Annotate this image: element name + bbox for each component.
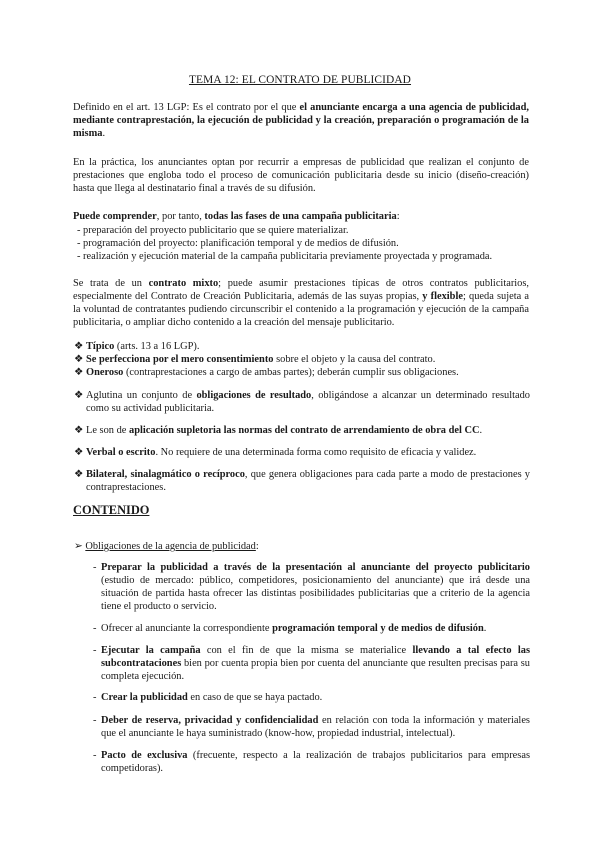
practice-paragraph: En la práctica, los anunciantes optan por recurrir a empresas de publicidad que realizan el conjunto de prestaciones que engloba todo el proceso de comunicación publicitaria desde su inicio (diseño-creación) hasta que llega al destinatario final a través de su difusión. [73,157,529,195]
feature-bullet: ❖ Verbal o escrito. No requiere de una determinada forma como requisito de eficacia y validez. [74,447,477,458]
feature-bullet: ❖ Aglutina un conjunto de obligaciones de resultado, obligándose a alcanzar un determinado resultado como su actividad publicitaria. [74,390,530,415]
dash-bullet-icon: - [93,562,97,573]
phase-item: - preparación del proyecto publicitario que se quiere materializar. [77,225,349,236]
diamond-bullet-icon: ❖ [74,390,84,401]
diamond-bullet-icon: ❖ [74,425,84,436]
obligation-item: - Deber de reserva, privacidad y confidencialidad en relación con toda la información y materiales que el anunciante le haya suministrado (know-how, propiedad industrial, intelectual). [93,715,530,740]
obligations-subheading: ➢ Obligaciones de la agencia de publicidad: [74,541,259,552]
mixed-contract-paragraph: Se trata de un contrato mixto; puede asumir prestaciones típicas de otros contratos publicitarios, especialmente del Contrato de Creación Publicitaria, además de las suyas propias, y flexible; queda sujeta a la voluntad de contratantes pudiendo circunscribir el contenido a la programación y ejecución de la campaña publicitaria, o ampliar dicho contenido a la creación del mensaje publicitario. [73,278,529,329]
obligation-item: - Crear la publicidad en caso de que se haya pactado. [93,692,323,703]
feature-bullet: ❖ Bilateral, sinalagmático o recíproco, que genera obligaciones para cada parte a modo de prestaciones y contraprestaciones. [74,469,530,494]
feature-bullet: ❖ Se perfecciona por el mero consentimiento sobre el objeto y la causa del contrato. [74,354,436,365]
arrow-bullet-icon: ➢ [74,541,83,552]
diamond-bullet-icon: ❖ [74,469,84,480]
diamond-bullet-icon: ❖ [74,341,84,352]
feature-bullet: ❖ Típico (arts. 13 a 16 LGP). [74,341,200,352]
section-heading: CONTENIDO [73,503,150,517]
obligation-item: - Preparar la publicidad a través de la presentación al anunciante del proyecto publicitario (estudio de mercado: público, competidores, posicionamiento del anunciante) que irá desde una situación de partida hasta ofrecer las distintas posibilidades publicitarias que a criterio de la agencia tiene el producto o servicio. [93,562,530,613]
diamond-bullet-icon: ❖ [74,354,84,365]
obligation-item: - Pacto de exclusiva (frecuente, respecto a la realización de trabajos publicitarios para empresas competidoras). [93,750,530,775]
feature-bullet: ❖ Oneroso (contraprestaciones a cargo de ambas partes); deberán cumplir sus obligaciones. [74,367,459,378]
diamond-bullet-icon: ❖ [74,447,84,458]
obligation-item: - Ejecutar la campaña con el fin de que la misma se materialice llevando a tal efecto las subcontrataciones bien por cuenta propia bien por cuenta del anunciante que resulten precisas para su completa ejecución. [93,645,530,683]
diamond-bullet-icon: ❖ [74,367,84,378]
page-title: TEMA 12: EL CONTRATO DE PUBLICIDAD [188,74,412,86]
definition-paragraph: Definido en el art. 13 LGP: Es el contrato por el que el anunciante encarga a una agencia de publicidad, mediante contraprestación, la ejecución de publicidad y la creación, preparación o programación de la misma. [73,102,529,140]
phase-item: - realización y ejecución material de la campaña publicitaria previamente proyectada y programada. [77,251,493,262]
dash-bullet-icon: - [93,645,97,656]
obligation-item: - Ofrecer al anunciante la correspondiente programación temporal y de medios de difusión. [93,623,487,634]
phase-item: - programación del proyecto: planificación temporal y de medios de difusión. [77,238,399,249]
phases-intro: Puede comprender, por tanto, todas las fases de una campaña publicitaria: [73,211,400,222]
feature-bullet: ❖ Le son de aplicación supletoria las normas del contrato de arrendamiento de obra del CC. [74,425,483,436]
dash-bullet-icon: - [93,715,97,726]
dash-bullet-icon: - [93,692,97,703]
dash-bullet-icon: - [93,623,97,634]
dash-bullet-icon: - [93,750,97,761]
